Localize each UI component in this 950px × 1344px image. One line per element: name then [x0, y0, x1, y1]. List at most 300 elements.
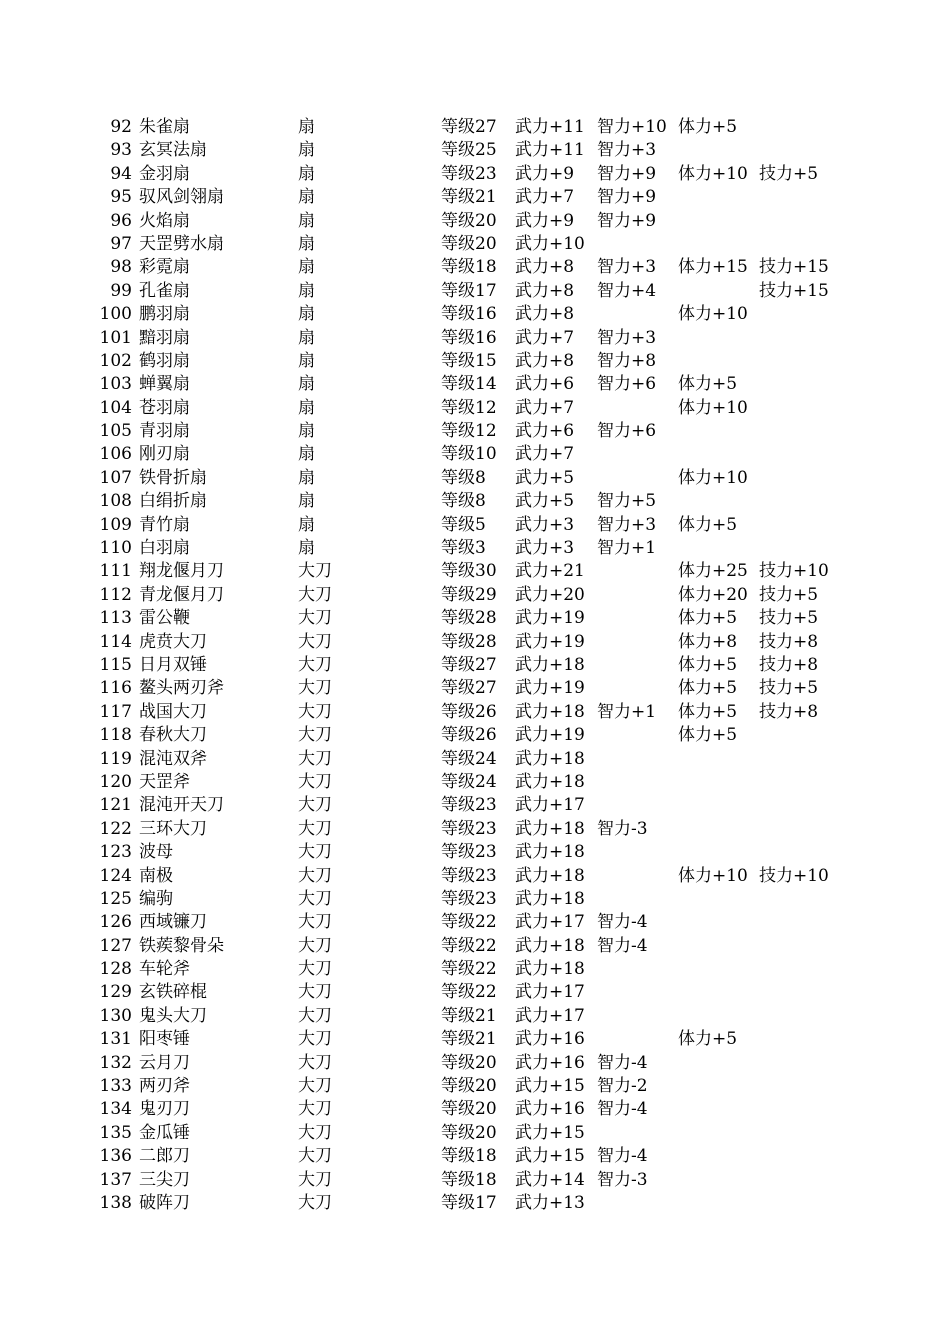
item-number: 116 [99, 678, 132, 699]
item-name: 雷公鞭 [139, 608, 190, 629]
item-type: 大刀 [298, 1146, 332, 1167]
item-level: 等级27 [441, 654, 497, 675]
stat-stamina: 体力+5 [678, 654, 738, 675]
item-type: 大刀 [298, 982, 332, 1003]
stat-force: 武力+18 [515, 865, 585, 886]
stat-force: 武力+18 [515, 935, 585, 956]
item-type: 扇 [298, 491, 315, 512]
item-name: 朱雀扇 [139, 117, 190, 137]
item-type: 大刀 [298, 654, 332, 675]
stat-intellect: 智力+3 [597, 327, 657, 348]
item-type: 扇 [298, 257, 315, 278]
stat-force: 武力+3 [515, 514, 575, 535]
stat-stamina: 体力+5 [678, 608, 738, 629]
item-number: 108 [99, 491, 132, 512]
stat-force: 武力+8 [515, 304, 575, 325]
stat-force: 武力+17 [515, 982, 585, 1003]
table-row [0, 771, 950, 794]
item-type: 大刀 [298, 561, 332, 582]
item-number: 130 [99, 1005, 132, 1026]
item-number: 95 [110, 187, 132, 208]
item-level: 等级23 [441, 842, 497, 863]
table-row [0, 631, 950, 654]
stat-skill: 技力+15 [759, 280, 829, 301]
table-row [0, 116, 950, 139]
item-name: 铁骨折扇 [139, 467, 207, 488]
stat-force: 武力+16 [515, 1029, 585, 1050]
table-row [0, 373, 950, 396]
item-name: 金羽扇 [139, 163, 190, 184]
item-level: 等级14 [441, 374, 497, 395]
stat-intellect: 智力+1 [597, 701, 657, 722]
item-number: 138 [99, 1192, 132, 1213]
item-level: 等级20 [441, 1122, 497, 1143]
table-row [0, 560, 950, 583]
item-number: 134 [99, 1099, 132, 1120]
item-number: 135 [99, 1122, 132, 1143]
item-number: 106 [99, 444, 132, 465]
item-level: 等级29 [441, 584, 497, 605]
table-row [0, 233, 950, 256]
item-name: 两刃斧 [139, 1076, 190, 1097]
stat-skill: 技力+8 [759, 654, 819, 675]
table-row [0, 958, 950, 981]
item-name: 混沌开天刀 [139, 795, 224, 816]
stat-intellect: 智力+9 [597, 163, 657, 184]
table-row [0, 1052, 950, 1075]
item-name: 车轮斧 [139, 959, 190, 980]
item-level: 等级18 [441, 1169, 497, 1190]
item-number: 122 [99, 818, 132, 839]
item-number: 136 [99, 1146, 132, 1167]
stat-intellect: 智力-4 [597, 1146, 648, 1167]
item-level: 等级22 [441, 982, 497, 1003]
item-level: 等级23 [441, 888, 497, 909]
stat-force: 武力+8 [515, 350, 575, 371]
item-type: 扇 [298, 397, 315, 418]
table-row [0, 607, 950, 630]
table-row [0, 794, 950, 817]
item-level: 等级21 [441, 1029, 497, 1050]
stat-force: 武力+11 [515, 117, 585, 137]
stat-intellect: 智力-4 [597, 1052, 648, 1073]
item-name: 青竹扇 [139, 514, 190, 535]
item-type: 大刀 [298, 842, 332, 863]
stat-force: 武力+16 [515, 1099, 585, 1120]
item-name: 黯羽扇 [139, 327, 190, 348]
item-number: 129 [99, 982, 132, 1003]
item-type: 扇 [298, 374, 315, 395]
item-number: 99 [110, 280, 132, 301]
item-type: 大刀 [298, 959, 332, 980]
item-name: 波母 [139, 842, 173, 863]
stat-intellect: 智力-4 [597, 1099, 648, 1120]
stat-force: 武力+18 [515, 748, 585, 769]
item-level: 等级28 [441, 608, 497, 629]
stat-skill: 技力+8 [759, 701, 819, 722]
item-type: 大刀 [298, 1169, 332, 1190]
item-type: 大刀 [298, 1052, 332, 1073]
stat-force: 武力+19 [515, 608, 585, 629]
item-number: 109 [99, 514, 132, 535]
item-type: 大刀 [298, 935, 332, 956]
stat-stamina: 体力+10 [678, 163, 748, 184]
table-row [0, 1122, 950, 1145]
table-row [0, 981, 950, 1004]
item-name: 火焰扇 [139, 210, 190, 231]
stat-stamina: 体力+5 [678, 117, 738, 137]
stat-force: 武力+19 [515, 631, 585, 652]
item-level: 等级23 [441, 865, 497, 886]
stat-stamina: 体力+5 [678, 701, 738, 722]
stat-force: 武力+17 [515, 795, 585, 816]
stat-intellect: 智力+3 [597, 514, 657, 535]
item-level: 等级28 [441, 631, 497, 652]
stat-force: 武力+13 [515, 1192, 585, 1213]
stat-intellect: 智力-4 [597, 912, 648, 933]
item-level: 等级23 [441, 795, 497, 816]
item-type: 扇 [298, 514, 315, 535]
stat-intellect: 智力+4 [597, 280, 657, 301]
stat-force: 武力+18 [515, 701, 585, 722]
stat-force: 武力+8 [515, 280, 575, 301]
item-number: 92 [110, 117, 132, 137]
item-number: 114 [99, 631, 132, 652]
stat-force: 武力+9 [515, 163, 575, 184]
item-type: 大刀 [298, 748, 332, 769]
table-row [0, 303, 950, 326]
stat-force: 武力+6 [515, 421, 575, 442]
item-name: 天罡劈水扇 [139, 233, 224, 254]
stat-stamina: 体力+10 [678, 304, 748, 325]
table-row [0, 935, 950, 958]
stat-intellect: 智力+6 [597, 421, 657, 442]
stat-force: 武力+15 [515, 1146, 585, 1167]
item-level: 等级18 [441, 1146, 497, 1167]
item-name: 驭风剑翎扇 [139, 187, 224, 208]
item-name: 鬼刃刀 [139, 1099, 190, 1120]
item-number: 96 [110, 210, 132, 231]
item-number: 102 [99, 350, 132, 371]
table-row [0, 911, 950, 934]
item-number: 110 [99, 538, 132, 559]
item-level: 等级20 [441, 1099, 497, 1120]
table-row [0, 748, 950, 771]
item-level: 等级3 [441, 538, 486, 559]
item-type: 扇 [298, 140, 315, 161]
item-number: 100 [99, 304, 132, 325]
item-name: 青羽扇 [139, 421, 190, 442]
stat-intellect: 智力+8 [597, 350, 657, 371]
stat-stamina: 体力+5 [678, 514, 738, 535]
item-type: 大刀 [298, 1005, 332, 1026]
item-number: 107 [99, 467, 132, 488]
table-row [0, 210, 950, 233]
stat-skill: 技力+5 [759, 584, 819, 605]
item-type: 扇 [298, 233, 315, 254]
stat-force: 武力+14 [515, 1169, 585, 1190]
item-number: 97 [110, 233, 132, 254]
stat-skill: 技力+15 [759, 257, 829, 278]
item-type: 大刀 [298, 888, 332, 909]
item-number: 120 [99, 771, 132, 792]
table-row [0, 1098, 950, 1121]
table-row [0, 537, 950, 560]
stat-force: 武力+19 [515, 725, 585, 746]
item-name: 二郎刀 [139, 1146, 190, 1167]
item-type: 大刀 [298, 678, 332, 699]
item-name: 白绢折扇 [139, 491, 207, 512]
item-level: 等级20 [441, 233, 497, 254]
item-name: 虎贲大刀 [139, 631, 207, 652]
table-row [0, 1192, 950, 1215]
stat-intellect: 智力+9 [597, 187, 657, 208]
item-level: 等级24 [441, 748, 497, 769]
stat-intellect: 智力-3 [597, 1169, 648, 1190]
item-name: 日月双锤 [139, 654, 207, 675]
item-level: 等级17 [441, 280, 497, 301]
item-level: 等级21 [441, 187, 497, 208]
item-level: 等级8 [441, 491, 486, 512]
stat-intellect: 智力+3 [597, 140, 657, 161]
stat-intellect: 智力-4 [597, 935, 648, 956]
item-type: 扇 [298, 467, 315, 488]
item-number: 103 [99, 374, 132, 395]
item-level: 等级25 [441, 140, 497, 161]
item-name: 三尖刀 [139, 1169, 190, 1190]
item-number: 115 [99, 654, 132, 675]
item-name: 春秋大刀 [139, 725, 207, 746]
item-type: 大刀 [298, 912, 332, 933]
stat-force: 武力+5 [515, 467, 575, 488]
item-name: 编驹 [139, 888, 173, 909]
item-level: 等级21 [441, 1005, 497, 1026]
stat-stamina: 体力+15 [678, 257, 748, 278]
item-type: 大刀 [298, 818, 332, 839]
item-level: 等级20 [441, 1076, 497, 1097]
item-name: 阳枣锤 [139, 1029, 190, 1050]
item-number: 128 [99, 959, 132, 980]
item-name: 西域镰刀 [139, 912, 207, 933]
item-name: 蝉翼扇 [139, 374, 190, 395]
item-level: 等级27 [441, 117, 497, 137]
item-name: 金瓜锤 [139, 1122, 190, 1143]
stat-force: 武力+15 [515, 1076, 585, 1097]
item-level: 等级22 [441, 959, 497, 980]
item-type: 大刀 [298, 1192, 332, 1213]
item-number: 137 [99, 1169, 132, 1190]
stat-intellect: 智力-3 [597, 818, 648, 839]
item-level: 等级12 [441, 421, 497, 442]
item-level: 等级27 [441, 678, 497, 699]
item-level: 等级30 [441, 561, 497, 582]
item-level: 等级20 [441, 210, 497, 231]
stat-skill: 技力+10 [759, 561, 829, 582]
item-level: 等级26 [441, 725, 497, 746]
table-row [0, 654, 950, 677]
table-row [0, 420, 950, 443]
item-number: 123 [99, 842, 132, 863]
item-name: 铁蒺黎骨朵 [139, 935, 224, 956]
stat-force: 武力+21 [515, 561, 585, 582]
table-row [0, 724, 950, 747]
stat-force: 武力+18 [515, 959, 585, 980]
item-name: 鬼头大刀 [139, 1005, 207, 1026]
stat-stamina: 体力+5 [678, 725, 738, 746]
stat-force: 武力+3 [515, 538, 575, 559]
item-type: 大刀 [298, 608, 332, 629]
stat-intellect: 智力+5 [597, 491, 657, 512]
stat-stamina: 体力+10 [678, 397, 748, 418]
item-name: 战国大刀 [139, 701, 207, 722]
stat-skill: 技力+5 [759, 678, 819, 699]
item-type: 扇 [298, 280, 315, 301]
item-type: 扇 [298, 538, 315, 559]
item-type: 大刀 [298, 631, 332, 652]
item-number: 113 [99, 608, 132, 629]
table-row [0, 443, 950, 466]
item-name: 南极 [139, 865, 173, 886]
item-level: 等级23 [441, 818, 497, 839]
table-row [0, 818, 950, 841]
item-type: 大刀 [298, 1029, 332, 1050]
item-type: 大刀 [298, 1122, 332, 1143]
item-number: 131 [99, 1029, 132, 1050]
item-number: 98 [110, 257, 132, 278]
item-number: 132 [99, 1052, 132, 1073]
stat-stamina: 体力+5 [678, 1029, 738, 1050]
table-row [0, 186, 950, 209]
stat-stamina: 体力+8 [678, 631, 738, 652]
table-row [0, 1145, 950, 1168]
item-number: 125 [99, 888, 132, 909]
table-row [0, 514, 950, 537]
item-level: 等级23 [441, 163, 497, 184]
table-row [0, 1005, 950, 1028]
stat-skill: 技力+10 [759, 865, 829, 886]
item-name: 玄铁碎棍 [139, 982, 207, 1003]
item-name: 鳌头两刃斧 [139, 678, 224, 699]
table-row [0, 280, 950, 303]
stat-skill: 技力+8 [759, 631, 819, 652]
table-row [0, 865, 950, 888]
item-number: 119 [99, 748, 132, 769]
stat-intellect: 智力+10 [597, 117, 667, 137]
stat-intellect: 智力+6 [597, 374, 657, 395]
item-number: 126 [99, 912, 132, 933]
item-number: 118 [99, 725, 132, 746]
item-type: 大刀 [298, 771, 332, 792]
item-level: 等级26 [441, 701, 497, 722]
stat-force: 武力+18 [515, 842, 585, 863]
stat-intellect: 智力-2 [597, 1076, 648, 1097]
table-row [0, 1169, 950, 1192]
item-type: 大刀 [298, 701, 332, 722]
item-type: 扇 [298, 210, 315, 231]
table-row [0, 139, 950, 162]
table-row [0, 888, 950, 911]
item-number: 101 [99, 327, 132, 348]
item-name: 鹤羽扇 [139, 350, 190, 371]
stat-force: 武力+19 [515, 678, 585, 699]
weapon-table [0, 116, 950, 1215]
item-level: 等级22 [441, 935, 497, 956]
item-number: 127 [99, 935, 132, 956]
stat-force: 武力+17 [515, 1005, 585, 1026]
item-number: 121 [99, 795, 132, 816]
table-row [0, 701, 950, 724]
item-number: 104 [99, 397, 132, 418]
stat-force: 武力+5 [515, 491, 575, 512]
stat-force: 武力+15 [515, 1122, 585, 1143]
stat-force: 武力+7 [515, 327, 575, 348]
item-type: 大刀 [298, 725, 332, 746]
item-name: 彩霓扇 [139, 257, 190, 278]
item-name: 云月刀 [139, 1052, 190, 1073]
item-level: 等级24 [441, 771, 497, 792]
table-row [0, 163, 950, 186]
item-type: 大刀 [298, 865, 332, 886]
table-row [0, 584, 950, 607]
stat-stamina: 体力+10 [678, 467, 748, 488]
stat-force: 武力+11 [515, 140, 585, 161]
stat-stamina: 体力+5 [678, 374, 738, 395]
item-name: 青龙偃月刀 [139, 584, 224, 605]
item-name: 天罡斧 [139, 771, 190, 792]
stat-stamina: 体力+20 [678, 584, 748, 605]
stat-intellect: 智力+1 [597, 538, 657, 559]
item-type: 扇 [298, 350, 315, 371]
stat-force: 武力+8 [515, 257, 575, 278]
stat-force: 武力+10 [515, 233, 585, 254]
table-row [0, 350, 950, 373]
stat-intellect: 智力+3 [597, 257, 657, 278]
item-level: 等级15 [441, 350, 497, 371]
item-name: 翔龙偃月刀 [139, 561, 224, 582]
item-level: 等级20 [441, 1052, 497, 1073]
stat-force: 武力+18 [515, 771, 585, 792]
item-name: 孔雀扇 [139, 280, 190, 301]
item-level: 等级16 [441, 327, 497, 348]
stat-force: 武力+18 [515, 888, 585, 909]
item-type: 扇 [298, 304, 315, 325]
item-type: 扇 [298, 327, 315, 348]
item-number: 111 [99, 561, 132, 582]
stat-force: 武力+7 [515, 444, 575, 465]
stat-force: 武力+7 [515, 187, 575, 208]
item-type: 扇 [298, 421, 315, 442]
item-type: 扇 [298, 163, 315, 184]
table-row [0, 467, 950, 490]
stat-intellect: 智力+9 [597, 210, 657, 231]
item-name: 破阵刀 [139, 1192, 190, 1213]
table-row [0, 1075, 950, 1098]
table-row [0, 841, 950, 864]
item-name: 玄冥法扇 [139, 140, 207, 161]
item-type: 大刀 [298, 1076, 332, 1097]
item-level: 等级17 [441, 1192, 497, 1213]
item-level: 等级22 [441, 912, 497, 933]
item-number: 93 [110, 140, 132, 161]
item-type: 大刀 [298, 1099, 332, 1120]
item-name: 苍羽扇 [139, 397, 190, 418]
stat-force: 武力+16 [515, 1052, 585, 1073]
item-number: 124 [99, 865, 132, 886]
stat-skill: 技力+5 [759, 608, 819, 629]
item-number: 112 [99, 584, 132, 605]
item-level: 等级10 [441, 444, 497, 465]
table-row [0, 677, 950, 700]
